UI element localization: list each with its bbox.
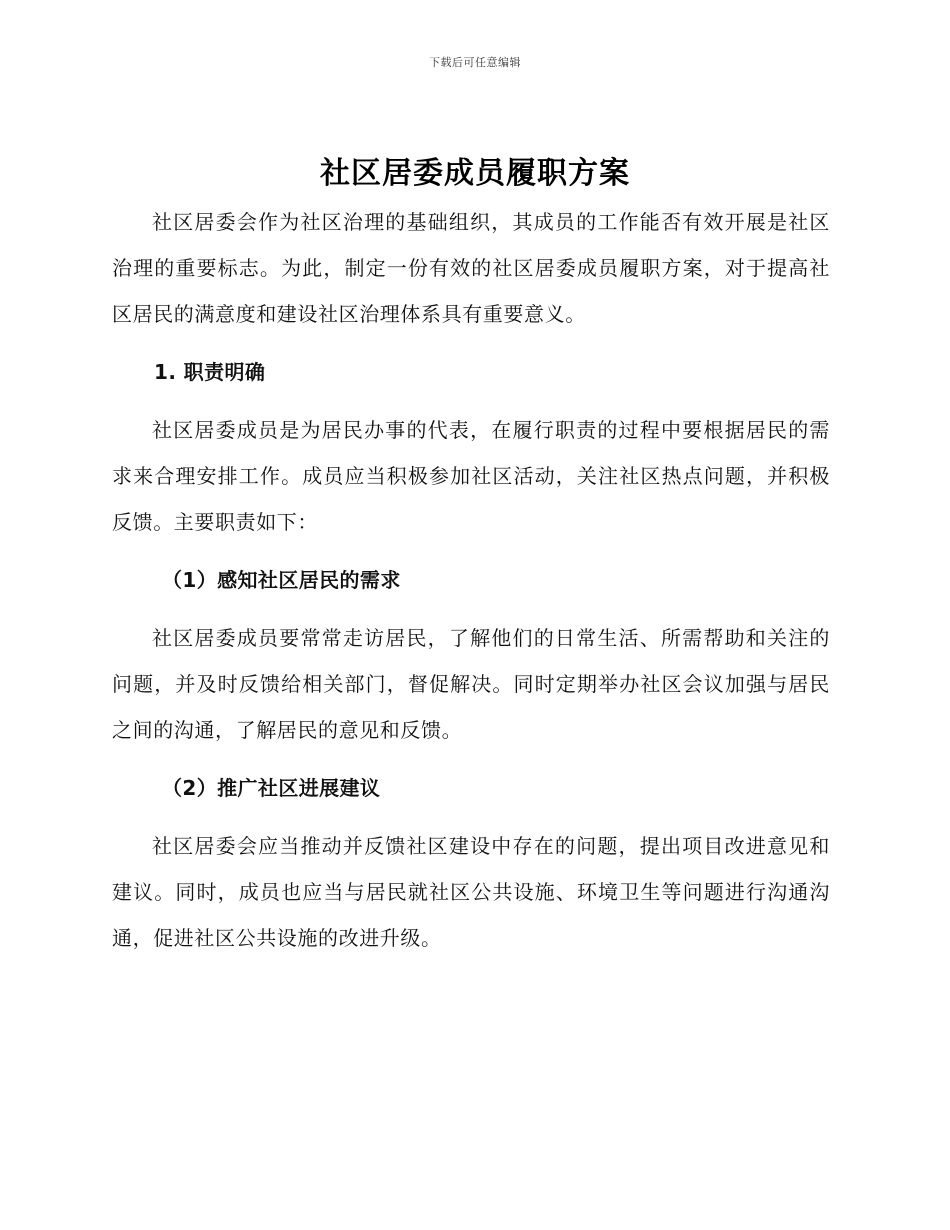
- page-header: 下载后可任意编辑: [429, 56, 521, 69]
- subsection-heading-resident-needs: （1）感知社区居民的需求: [162, 568, 401, 592]
- subsection-paragraph-resident-needs: 社区居委成员要常常走访居民，了解他们的日常生活、所需帮助和关注的问题，并及时反馈给相关部门，督促解决。同时定期举办社区会议加强与居民之间的沟通，了解居民的意见和反馈。: [112, 626, 830, 742]
- subsection-heading-progress-suggestions: （2）推广社区进展建议: [162, 776, 381, 800]
- document-title: 社区居委成员履职方案: [320, 156, 630, 191]
- section-heading-responsibilities: 1. 职责明确: [154, 360, 266, 384]
- subsection-paragraph-progress-suggestions: 社区居委会应当推动并反馈社区建设中存在的问题，提出项目改进意见和建议。同时，成员也应当与居民就社区公共设施、环境卫生等问题进行沟通沟通，促进社区公共设施的改进升级。: [112, 834, 830, 950]
- section-paragraph-responsibilities: 社区居委成员是为居民办事的代表，在履行职责的过程中要根据居民的需求来合理安排工作。成员应当积极参加社区活动，关注社区热点问题，并积极反馈。主要职责如下：: [112, 418, 830, 534]
- intro-paragraph: 社区居委会作为社区治理的基础组织，其成员的工作能否有效开展是社区治理的重要标志。为此，制定一份有效的社区居委成员履职方案，对于提高社区居民的满意度和建设社区治理体系具有重要意义。: [112, 210, 830, 326]
- document-body: [112, 199, 830, 961]
